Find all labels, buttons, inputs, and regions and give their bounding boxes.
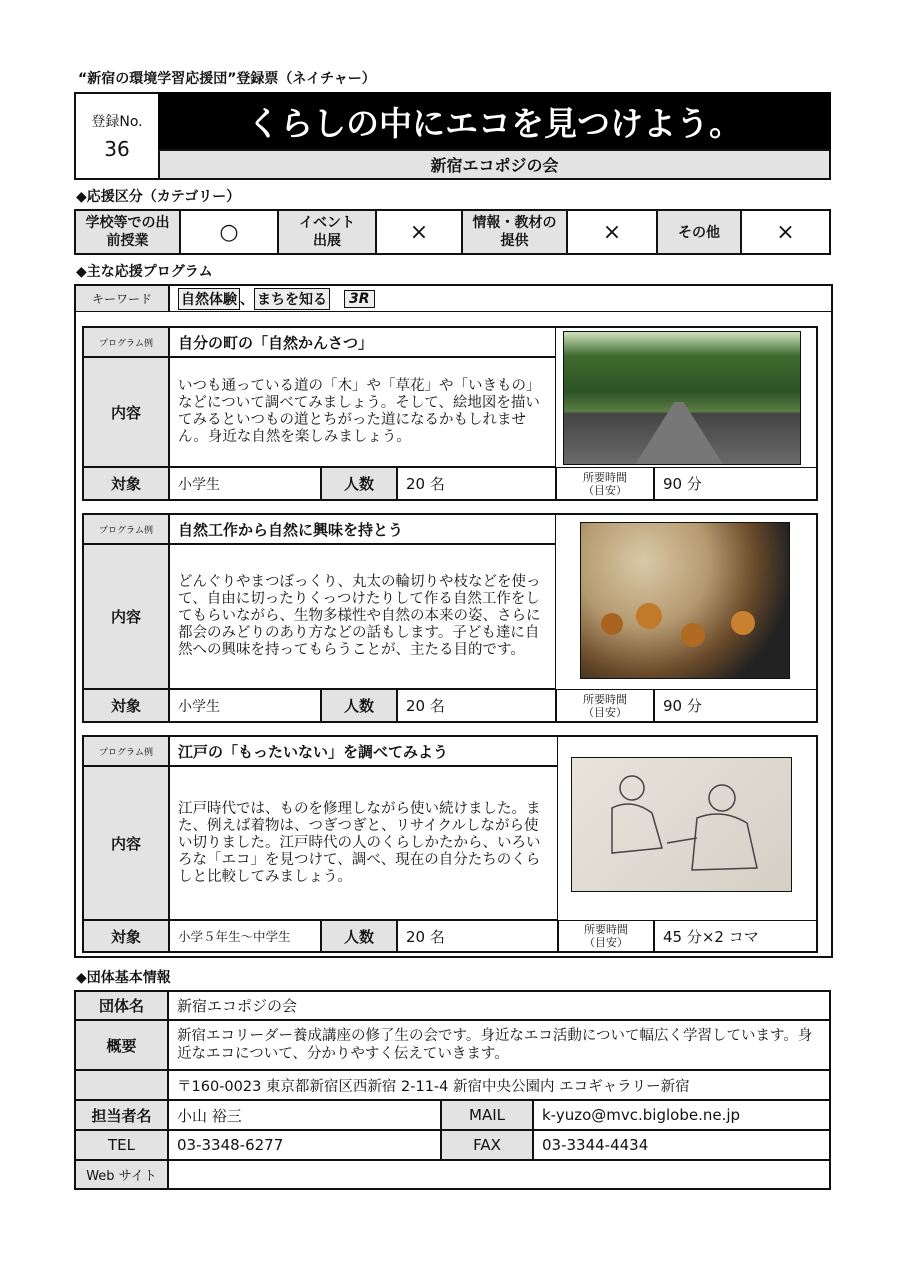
category-label-material: 情報・教材の提供 [462, 210, 567, 254]
program-people-label: 人数 [321, 467, 397, 500]
category-label-event: イベント出展 [278, 210, 376, 254]
org-name: 新宿エコポジの会 [168, 991, 830, 1020]
keyword-tag: 自然体験 [178, 288, 240, 310]
sketch-figures [572, 758, 792, 892]
address-label [75, 1070, 168, 1100]
fax: 03-3344-4434 [533, 1130, 830, 1160]
registration-number-box [74, 92, 160, 180]
mail-link[interactable]: k-yuzo@mvc.biglobe.ne.jp [533, 1100, 830, 1130]
program-time-label: 所要時間（目安） [556, 467, 654, 500]
edo-illustration-image [571, 757, 792, 892]
program-title: 自分の町の「自然かんさつ」 [169, 327, 556, 357]
program-content-label: 内容 [83, 544, 169, 689]
keyword-label: キーワード [75, 285, 169, 312]
program-title: 自然工作から自然に興味を持とう [169, 514, 556, 544]
program-target: 小学生 [169, 689, 321, 722]
program-example-label: プログラム例 [83, 327, 169, 357]
keyword-tag: 3R [344, 290, 375, 308]
park-path-photo [563, 331, 801, 465]
category-mark-school: ○ [180, 210, 278, 254]
program-content: どんぐりやまつぼっくり、丸太の輪切りや枝などを使って、自由に切ったりくっつけたりして作る自然工作をしてもらいながら、生物多様性や自然の本来の姿、さらに都会のみどりのあり方などの話もします。子ども達に自然への興味を持ってもらうことが、主たる目的です。 [169, 544, 556, 689]
section-info: ◆ 団体基本情報 [76, 967, 171, 987]
tel: 03-3348-6277 [168, 1130, 441, 1160]
contact-label: 担当者名 [75, 1100, 168, 1130]
program-content-label: 内容 [83, 766, 169, 920]
program-target-label: 対象 [83, 467, 169, 500]
program-content-label: 内容 [83, 357, 169, 467]
section-category: ◆ 応援区分（カテゴリー） [76, 186, 240, 206]
category-mark-event: × [376, 210, 462, 254]
program-title: 江戸の「もったいない」を調べてみよう [169, 736, 558, 766]
summary: 新宿エコリーダー養成講座の修了生の会です。身近なエコ活動について幅広く学習しています。身近なエコについて、分かりやすく伝えていきます。 [168, 1020, 830, 1070]
program-example-label: プログラム例 [83, 514, 169, 544]
keyword-separator: 、 [240, 291, 254, 308]
program-target: 小学５年生～中学生 [169, 920, 321, 952]
org-name-label: 団体名 [75, 991, 168, 1020]
registration-label: 登録No. [91, 114, 143, 130]
keyword-list [169, 285, 832, 312]
program-content: いつも通っている道の「木」や「草花」や「いきもの」などについて調べてみましょう。そして、絵地図を描いてみるといつもの道とちがった道になるかもしれません。身近な自然を楽しみましょう。 [169, 357, 556, 467]
program-target: 小学生 [169, 467, 321, 500]
program-people: 20 名 [397, 467, 556, 500]
program-time-label: 所要時間（目安） [558, 920, 654, 952]
website[interactable] [168, 1160, 830, 1189]
main-title: くらしの中にエコを見つけよう。 [158, 92, 831, 150]
category-mark-other: × [741, 210, 830, 254]
mail-label: MAIL [441, 1100, 533, 1130]
program-time: 90 分 [654, 467, 817, 500]
website-label: Web サイト [75, 1160, 168, 1189]
category-label-other: その他 [657, 210, 741, 254]
program-people: 20 名 [397, 920, 558, 952]
contact-name: 小山 裕三 [168, 1100, 441, 1130]
category-mark-material: × [567, 210, 657, 254]
section-programs: ◆ 主な応援プログラム [76, 261, 213, 281]
program-time: 90 分 [654, 689, 817, 722]
program-people-label: 人数 [321, 920, 397, 952]
category-label-school: 学校等での出前授業 [75, 210, 180, 254]
program-people: 20 名 [397, 689, 556, 722]
program-content: 江戸時代では、ものを修理しながら使い続けました。また、例えば着物は、つぎつぎと、リサイクルしながら使い切りました。江戸時代の人のくらしかたから、いろいろな「エコ」を見つけて、調べ、現在の自分たちのくらしと比較してみましょう。 [169, 766, 558, 920]
program-example-label: プログラム例 [83, 736, 169, 766]
summary-label: 概要 [75, 1020, 168, 1070]
keyword-tag: まちを知る [254, 288, 330, 310]
registration-number: 36 [104, 137, 130, 161]
program-time: 45 分×2 コマ [654, 920, 817, 952]
program-target-label: 対象 [83, 920, 169, 952]
document-title: “新宿の環境学習応援団”登録票（ネイチャー） [78, 71, 376, 87]
nature-craft-photo [580, 522, 790, 679]
tel-label: TEL [75, 1130, 168, 1160]
address: 〒160-0023 東京都新宿区西新宿 2-11-4 新宿中央公園内 エコギャラリー新宿 [168, 1070, 830, 1100]
fax-label: FAX [441, 1130, 533, 1160]
program-time-label: 所要時間（目安） [556, 689, 654, 722]
program-target-label: 対象 [83, 689, 169, 722]
organization-banner: 新宿エコポジの会 [158, 149, 831, 180]
program-people-label: 人数 [321, 689, 397, 722]
